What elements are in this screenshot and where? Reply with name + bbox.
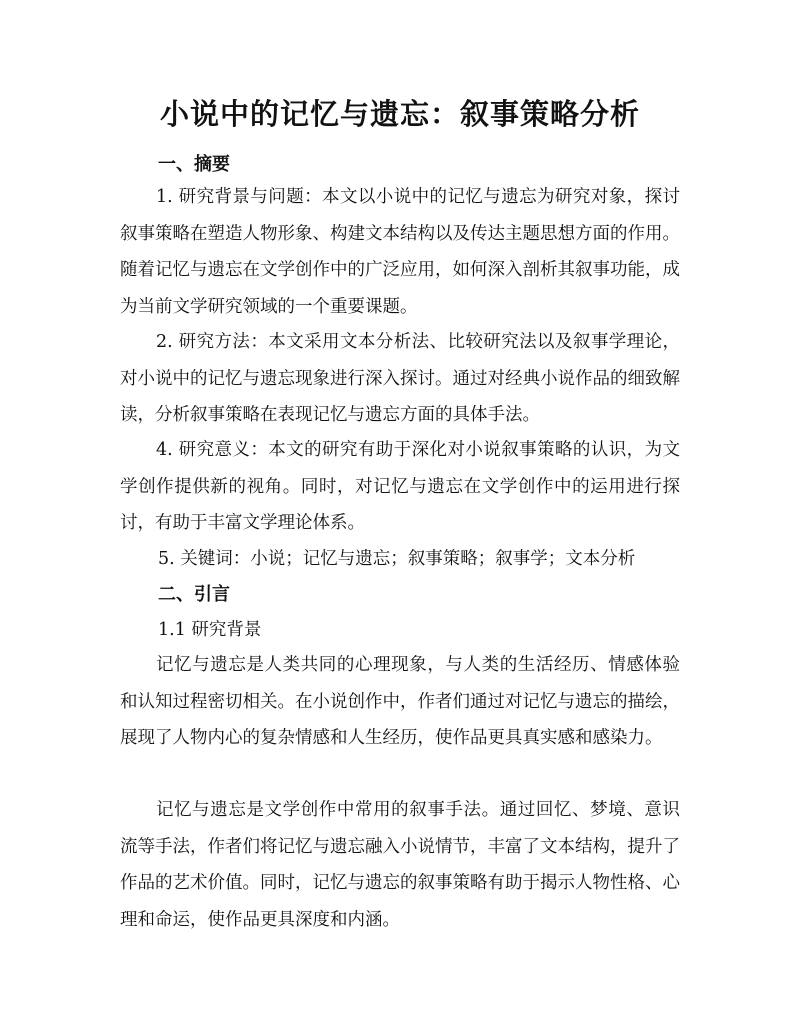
document-title: 小说中的记忆与遗忘：叙事策略分析 [159, 97, 640, 131]
section-heading-abstract: 一、摘要 [158, 154, 230, 175]
intro-paragraph: 记忆与遗忘是文学创作中常用的叙事手法。通过回忆、梦境、意识流等手法，作者们将记忆与遗忘融入小说情节，丰富了文本结构，提升了作品的艺术价值。同时，记忆与遗忘的叙事策略有助于揭示人物性格、心理和命运，使作品更具深度和内涵。 [120, 800, 680, 930]
abstract-item-significance: 4. 研究意义：本文的研究有助于深化对小说叙事策略的认识，为文学创作提供新的视角。同时，对记忆与遗忘在文学创作中的运用进行探讨，有助于丰富文学理论体系。 [120, 440, 680, 533]
section-heading-introduction: 二、引言 [158, 584, 230, 605]
abstract-item-background: 1. 研究背景与问题：本文以小说中的记忆与遗忘为研究对象，探讨叙事策略在塑造人物形象、构建文本结构以及传达主题思想方面的作用。随着记忆与遗忘在文学创作中的广泛应用，如何深入剖析其叙事功能，成为当前文学研究领域的一个重要课题。 [120, 187, 680, 317]
subsection-heading-background: 1.1 研究背景 [158, 620, 262, 640]
keywords-line: 5. 关键词：小说；记忆与遗忘；叙事策略；叙事学；文本分析 [158, 549, 636, 569]
intro-paragraph: 记忆与遗忘是人类共同的心理现象，与人类的生活经历、情感体验和认知过程密切相关。在小说创作中，作者们通过对记忆与遗忘的描绘，展现了人物内心的复杂情感和人生经历，使作品更具真实感和感染力。 [120, 655, 680, 748]
abstract-item-method: 2. 研究方法：本文采用文本分析法、比较研究法以及叙事学理论，对小说中的记忆与遗忘现象进行深入探讨。通过对经典小说作品的细致解读，分析叙事策略在表现记忆与遗忘方面的具体手法。 [120, 332, 680, 425]
